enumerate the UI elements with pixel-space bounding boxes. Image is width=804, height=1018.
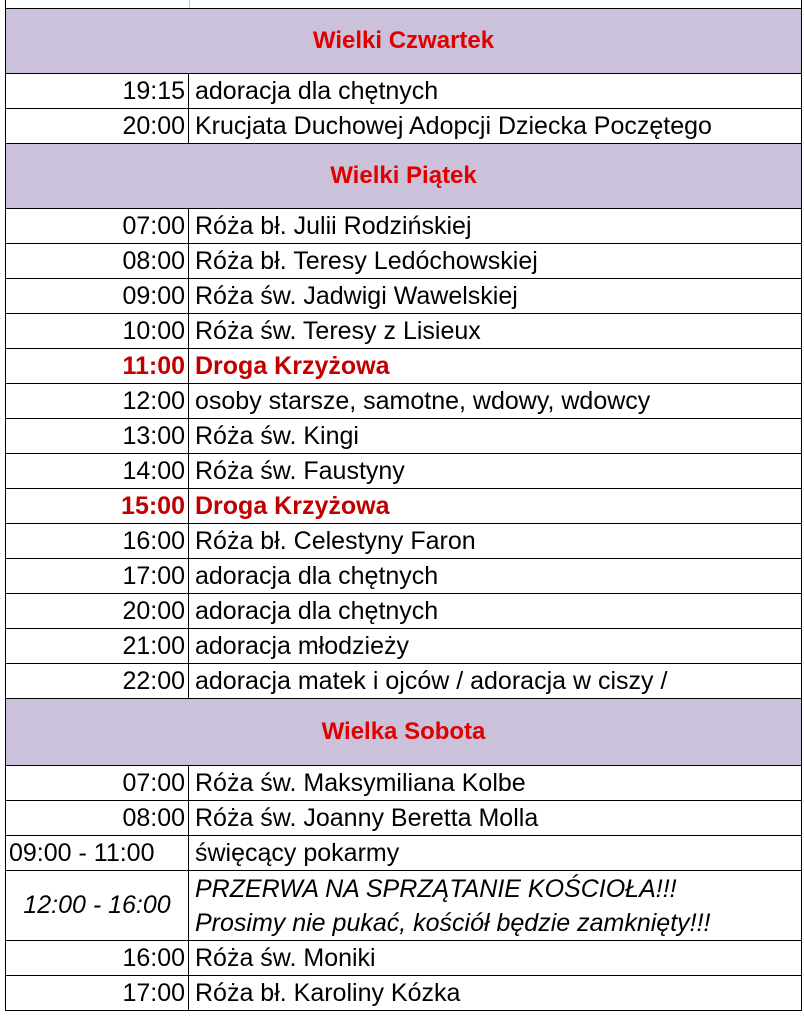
table-row-highlighted <box>6 489 801 524</box>
activity-cell: Róża bł. Karoliny Kózka <box>195 978 461 1007</box>
section-header-wielka-sobota: Wielka Sobota <box>6 699 801 766</box>
table-row <box>6 279 801 314</box>
table-row <box>6 209 801 244</box>
table-row-notice <box>6 871 801 941</box>
time-cell: 12:00 <box>6 384 189 418</box>
activity-cell: adoracja młodzieży <box>195 631 409 660</box>
activity-cell: adoracja dla chętnych <box>195 561 439 590</box>
time-cell: 17:00 <box>6 976 189 1010</box>
time-cell: 20:00 <box>6 109 189 143</box>
notice-line-do-not-knock: Prosimy nie pukać, kościół będzie zamknięty!!! <box>195 908 711 937</box>
activity-cell: Krucjata Duchowej Adopcji Dziecka Poczętego <box>195 111 712 140</box>
time-cell: 20:00 <box>6 594 189 628</box>
table-row <box>6 524 801 559</box>
time-cell: 22:00 <box>6 664 189 698</box>
table-row <box>6 801 801 836</box>
table-row <box>6 244 801 279</box>
table-row <box>6 941 801 976</box>
time-range-cell: 12:00 - 16:00 <box>6 871 189 940</box>
time-cell: 21:00 <box>6 629 189 663</box>
table-row <box>6 766 801 801</box>
activity-cell: Droga Krzyżowa <box>195 351 390 380</box>
table-row <box>6 419 801 454</box>
activity-cell: Róża św. Teresy z Lisieux <box>195 316 481 345</box>
activity-cell: adoracja dla chętnych <box>195 76 439 105</box>
activity-cell: adoracja dla chętnych <box>195 596 439 625</box>
activity-cell: osoby starsze, samotne, wdowy, wdowcy <box>195 386 651 415</box>
activity-cell: Róża św. Kingi <box>195 421 359 450</box>
table-row <box>6 594 801 629</box>
activity-cell: Róża św. Faustyny <box>195 456 405 485</box>
activity-cell: święcący pokarmy <box>195 838 400 867</box>
time-cell: 07:00 <box>6 209 189 243</box>
time-cell: 16:00 <box>6 941 189 975</box>
time-range-cell: 09:00 - 11:00 <box>6 836 189 870</box>
activity-cell: Róża św. Moniki <box>195 943 376 972</box>
time-cell: 07:00 <box>6 766 189 800</box>
table-row <box>6 74 801 109</box>
activity-cell: Róża św. Joanny Beretta Molla <box>195 803 539 832</box>
notice-cell <box>189 871 801 940</box>
schedule-table <box>5 0 802 1011</box>
time-cell: 08:00 <box>6 244 189 278</box>
top-grid-strip <box>6 0 801 9</box>
section-header-wielki-piatek: Wielki Piątek <box>6 144 801 209</box>
activity-cell: Róża św. Maksymiliana Kolbe <box>195 768 526 797</box>
activity-cell: Róża bł. Celestyny Faron <box>195 526 476 555</box>
time-cell: 17:00 <box>6 559 189 593</box>
table-row <box>6 109 801 144</box>
table-row-highlighted <box>6 349 801 384</box>
table-row <box>6 314 801 349</box>
activity-cell: adoracja matek i ojców / adoracja w ciszy / <box>195 666 668 695</box>
time-cell: 15:00 <box>6 489 189 523</box>
time-cell: 08:00 <box>6 801 189 835</box>
time-cell: 19:15 <box>6 74 189 108</box>
notice-line-closed: PRZERWA NA SPRZĄTANIE KOŚCIOŁA!!! <box>195 874 677 903</box>
time-cell: 14:00 <box>6 454 189 488</box>
section-header-wielki-czwartek: Wielki Czwartek <box>6 9 801 74</box>
time-cell: 16:00 <box>6 524 189 558</box>
table-row <box>6 664 801 699</box>
activity-cell: Róża św. Jadwigi Wawelskiej <box>195 281 518 310</box>
table-row <box>6 836 801 871</box>
activity-cell: Róża bł. Julii Rodzińskiej <box>195 211 472 240</box>
table-row <box>6 454 801 489</box>
time-cell: 09:00 <box>6 279 189 313</box>
table-row <box>6 629 801 664</box>
activity-cell: Droga Krzyżowa <box>195 491 390 520</box>
time-cell: 10:00 <box>6 314 189 348</box>
table-row <box>6 384 801 419</box>
table-row <box>6 559 801 594</box>
activity-cell: Róża bł. Teresy Ledóchowskiej <box>195 246 538 275</box>
table-row <box>6 976 801 1010</box>
time-cell: 13:00 <box>6 419 189 453</box>
time-cell: 11:00 <box>6 349 189 383</box>
